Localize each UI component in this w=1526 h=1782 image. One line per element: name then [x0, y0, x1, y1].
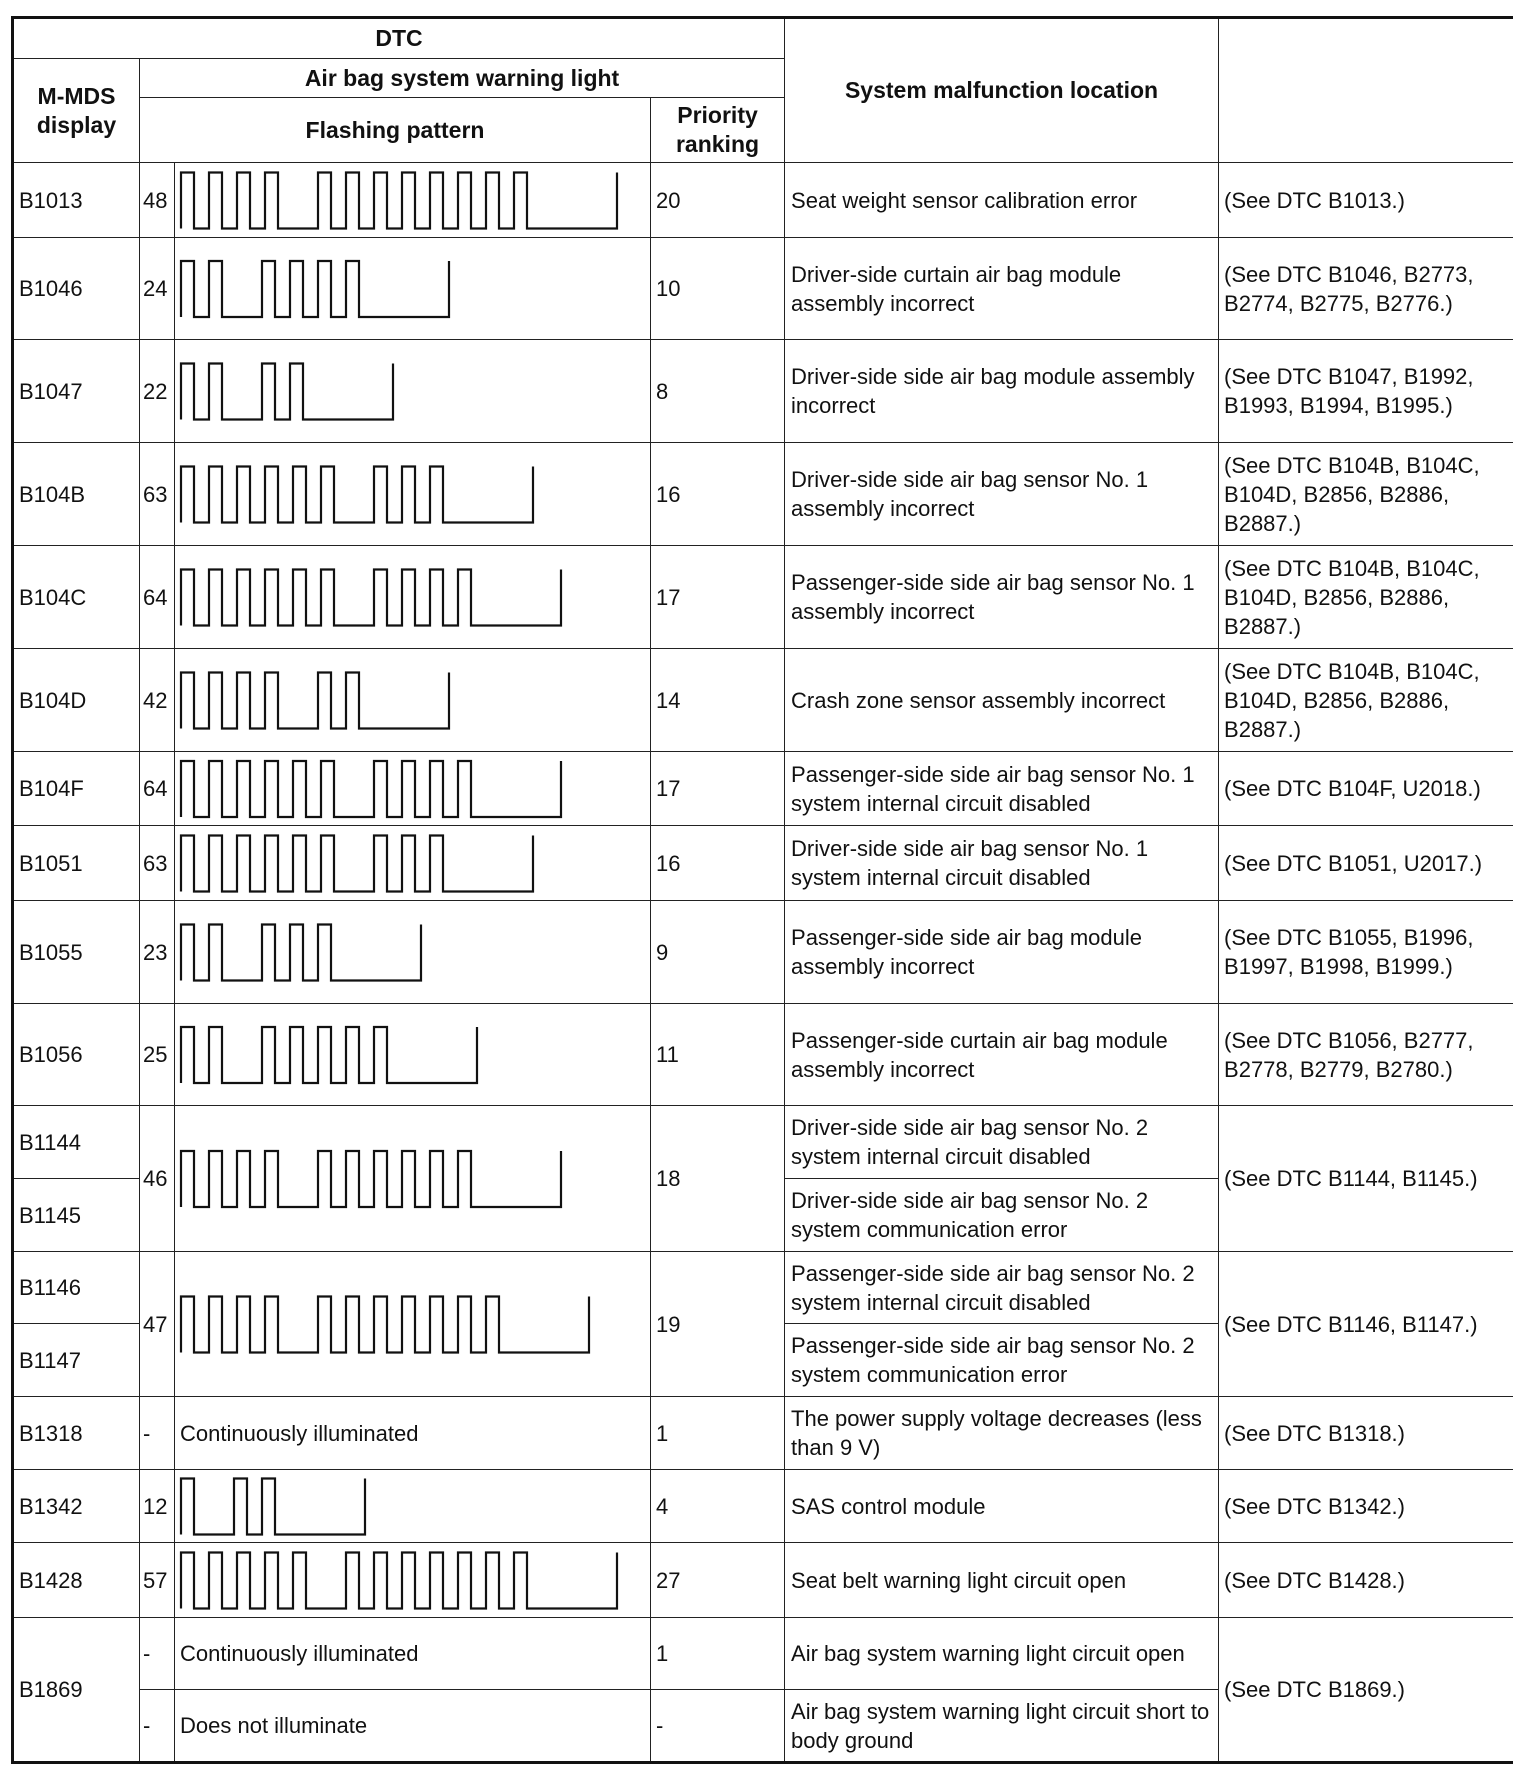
table-row: [13, 901, 1514, 1004]
pulse-train: [181, 1151, 561, 1207]
system-malfunction-location: Air bag system warning light circuit short to body ground: [785, 1690, 1219, 1763]
mmds-display-header: M-MDS display: [13, 59, 140, 163]
dtc-number: 63: [140, 443, 175, 546]
dtc-number: 48: [140, 163, 175, 238]
flashing-pattern-waveform: [175, 1004, 651, 1105]
flashing-pattern-waveform: [175, 649, 651, 751]
reference-text: (See DTC B1428.): [1219, 1543, 1513, 1618]
dtc-code: B104B: [13, 443, 140, 546]
pulse-train: [181, 836, 533, 892]
pulse-train: [181, 1027, 477, 1083]
pulse-train: [181, 261, 449, 317]
reference-text: (See DTC B1051, U2017.): [1219, 826, 1513, 901]
dtc-number: 57: [140, 1543, 175, 1618]
system-malfunction-location: Driver-side side air bag sensor No. 1 assembly incorrect: [785, 443, 1219, 546]
table-row: [13, 649, 1514, 752]
dtc-code: B104C: [13, 546, 140, 649]
system-malfunction-location: SAS control module: [785, 1470, 1219, 1543]
priority-ranking: 16: [651, 826, 785, 901]
system-malfunction-location: The power supply voltage decreases (less than 9 V): [785, 1397, 1219, 1470]
flashing-pattern-waveform: [175, 163, 651, 237]
reference-text: (See DTC B1146, B1147.): [1219, 1252, 1513, 1397]
system-malfunction-location: Passenger-side side air bag sensor No. 1 system internal circuit disabled: [785, 752, 1219, 826]
priority-ranking: 4: [651, 1470, 785, 1543]
reference-text: (See DTC B1869.): [1219, 1618, 1513, 1763]
dtc-number: 64: [140, 546, 175, 649]
flashing-pattern: [175, 826, 651, 901]
system-malfunction-location: Crash zone sensor assembly incorrect: [785, 649, 1219, 752]
dtc-code: B1046: [13, 238, 140, 340]
system-malfunction-location: Seat weight sensor calibration error: [785, 163, 1219, 238]
flashing-pattern-waveform: [175, 1252, 651, 1396]
flashing-pattern-waveform: [175, 546, 651, 648]
dtc-code: B1144: [13, 1106, 140, 1179]
flashing-pattern-text: Continuously illuminated: [175, 1397, 651, 1470]
reference-text: (See DTC B1318.): [1219, 1397, 1513, 1470]
dtc-code: B1055: [13, 901, 140, 1004]
reference-text: (See DTC B104B, B104C, B104D, B2856, B2886, B2887.): [1219, 443, 1513, 546]
table-row: [13, 1106, 1514, 1179]
priority-ranking: 19: [651, 1252, 785, 1397]
priority-ranking: 8: [651, 340, 785, 443]
reference-text: (See DTC B1144, B1145.): [1219, 1106, 1513, 1252]
reference-text: (See DTC B1047, B1992, B1993, B1994, B1995.): [1219, 340, 1513, 443]
flashing-pattern-waveform: [175, 238, 651, 339]
dtc-code: B1145: [13, 1179, 140, 1252]
table-row: [13, 1252, 1514, 1324]
flashing-pattern: [175, 443, 651, 546]
dtc-number: 22: [140, 340, 175, 443]
system-malfunction-location: Driver-side side air bag sensor No. 1 system internal circuit disabled: [785, 826, 1219, 901]
system-malfunction-location: Passenger-side curtain air bag module assembly incorrect: [785, 1004, 1219, 1106]
dtc-code: B104D: [13, 649, 140, 752]
system-malfunction-location: Air bag system warning light circuit open: [785, 1618, 1219, 1690]
dtc-code: B1013: [13, 163, 140, 238]
dtc-code: B1056: [13, 1004, 140, 1106]
flashing-pattern: [175, 1470, 651, 1543]
dtc-table: [11, 16, 1513, 1764]
reference-text: (See DTC B1046, B2773, B2774, B2775, B2776.): [1219, 238, 1513, 340]
pulse-train: [181, 467, 533, 523]
flashing-pattern-waveform: [175, 1106, 651, 1251]
pulse-train: [181, 1479, 365, 1535]
pulse-train: [181, 570, 561, 626]
flashing-pattern-waveform: [175, 443, 651, 545]
priority-ranking: 10: [651, 238, 785, 340]
table-row: [13, 163, 1514, 238]
warning-light-header: Air bag system warning light: [140, 59, 785, 98]
flashing-pattern-waveform: [175, 901, 651, 1003]
priority-ranking: 1: [651, 1618, 785, 1690]
table-row: [13, 826, 1514, 901]
reference-text: (See DTC B1056, B2777, B2778, B2779, B2780.): [1219, 1004, 1513, 1106]
dtc-code: B1869: [13, 1618, 140, 1763]
table-row: [13, 443, 1514, 546]
flashing-pattern-text: Does not illuminate: [175, 1690, 651, 1763]
flashing-pattern-waveform: [175, 752, 651, 825]
flashing-pattern: [175, 238, 651, 340]
priority-ranking: 17: [651, 752, 785, 826]
dtc-number: 12: [140, 1470, 175, 1543]
flashing-pattern-text: Continuously illuminated: [175, 1618, 651, 1690]
flashing-pattern-waveform: [175, 1543, 651, 1617]
flashing-pattern: [175, 163, 651, 238]
priority-ranking: 17: [651, 546, 785, 649]
dtc-code: B1428: [13, 1543, 140, 1618]
flashing-pattern-header: Flashing pattern: [140, 98, 651, 163]
dtc-number: -: [140, 1397, 175, 1470]
priority-ranking: 14: [651, 649, 785, 752]
dtc-code: B1047: [13, 340, 140, 443]
flashing-pattern: [175, 1106, 651, 1252]
system-malfunction-location: Driver-side side air bag sensor No. 2 system internal circuit disabled: [785, 1106, 1219, 1179]
flashing-pattern-waveform: [175, 1470, 651, 1542]
system-malfunction-location: Driver-side side air bag module assembly incorrect: [785, 340, 1219, 443]
dtc-code: B1342: [13, 1470, 140, 1543]
priority-ranking: 11: [651, 1004, 785, 1106]
flashing-pattern-waveform: [175, 340, 651, 442]
flashing-pattern: [175, 1004, 651, 1106]
system-malfunction-location: Passenger-side side air bag module assembly incorrect: [785, 901, 1219, 1004]
dtc-number: 23: [140, 901, 175, 1004]
priority-ranking: 9: [651, 901, 785, 1004]
dtc-number: 24: [140, 238, 175, 340]
dtc-code: B1146: [13, 1252, 140, 1324]
pulse-train: [181, 1553, 617, 1609]
priority-ranking: 20: [651, 163, 785, 238]
flashing-pattern: [175, 752, 651, 826]
reference-text: (See DTC B104F, U2018.): [1219, 752, 1513, 826]
system-malfunction-location: Driver-side side air bag sensor No. 2 system communication error: [785, 1179, 1219, 1252]
flashing-pattern: [175, 649, 651, 752]
dtc-number: 46: [140, 1106, 175, 1252]
priority-ranking: 18: [651, 1106, 785, 1252]
table-row: [13, 546, 1514, 649]
system-malfunction-location: Passenger-side side air bag sensor No. 2 system communication error: [785, 1324, 1219, 1397]
dtc-number: 63: [140, 826, 175, 901]
reference-text: (See DTC B1342.): [1219, 1470, 1513, 1543]
dtc-number: 42: [140, 649, 175, 752]
dtc-code: B1318: [13, 1397, 140, 1470]
dtc-number: 47: [140, 1252, 175, 1397]
dtc-code: B104F: [13, 752, 140, 826]
table-row: [13, 1543, 1514, 1618]
flashing-pattern: [175, 1252, 651, 1397]
table-row: [13, 340, 1514, 443]
reference-text: (See DTC B104B, B104C, B104D, B2856, B2886, B2887.): [1219, 649, 1513, 752]
dtc-number: 25: [140, 1004, 175, 1106]
pulse-train: [181, 173, 617, 229]
priority-ranking: 27: [651, 1543, 785, 1618]
priority-ranking-header: Priority ranking: [651, 98, 785, 163]
dtc-code: B1147: [13, 1324, 140, 1397]
system-location-header: System malfunction location: [785, 18, 1219, 163]
table-row: [13, 1618, 1514, 1690]
flashing-pattern: [175, 901, 651, 1004]
dtc-code: B1051: [13, 826, 140, 901]
table-row: [13, 1397, 1514, 1470]
flashing-pattern: [175, 546, 651, 649]
flashing-pattern: [175, 340, 651, 443]
table-row: [13, 1004, 1514, 1106]
priority-ranking: 1: [651, 1397, 785, 1470]
priority-ranking: -: [651, 1690, 785, 1763]
table-row: [13, 1470, 1514, 1543]
reference-text: (See DTC B1013.): [1219, 163, 1513, 238]
dtc-number: -: [140, 1690, 175, 1763]
pulse-train: [181, 925, 421, 981]
system-malfunction-location: Seat belt warning light circuit open: [785, 1543, 1219, 1618]
table-row: [13, 752, 1514, 826]
table-row: [13, 238, 1514, 340]
reference-text: (See DTC B1055, B1996, B1997, B1998, B1999.): [1219, 901, 1513, 1004]
priority-ranking: 16: [651, 443, 785, 546]
pulse-train: [181, 364, 393, 420]
dtc-number: -: [140, 1618, 175, 1690]
pulse-train: [181, 673, 449, 729]
flashing-pattern-waveform: [175, 826, 651, 900]
pulse-train: [181, 761, 561, 817]
system-malfunction-location: Passenger-side side air bag sensor No. 2 system internal circuit disabled: [785, 1252, 1219, 1324]
reference-header: [1219, 18, 1513, 163]
dtc-header: DTC: [13, 18, 785, 59]
dtc-number: 64: [140, 752, 175, 826]
reference-text: (See DTC B104B, B104C, B104D, B2856, B2886, B2887.): [1219, 546, 1513, 649]
system-malfunction-location: Driver-side curtain air bag module assembly incorrect: [785, 238, 1219, 340]
system-malfunction-location: Passenger-side side air bag sensor No. 1 assembly incorrect: [785, 546, 1219, 649]
flashing-pattern: [175, 1543, 651, 1618]
pulse-train: [181, 1297, 589, 1353]
